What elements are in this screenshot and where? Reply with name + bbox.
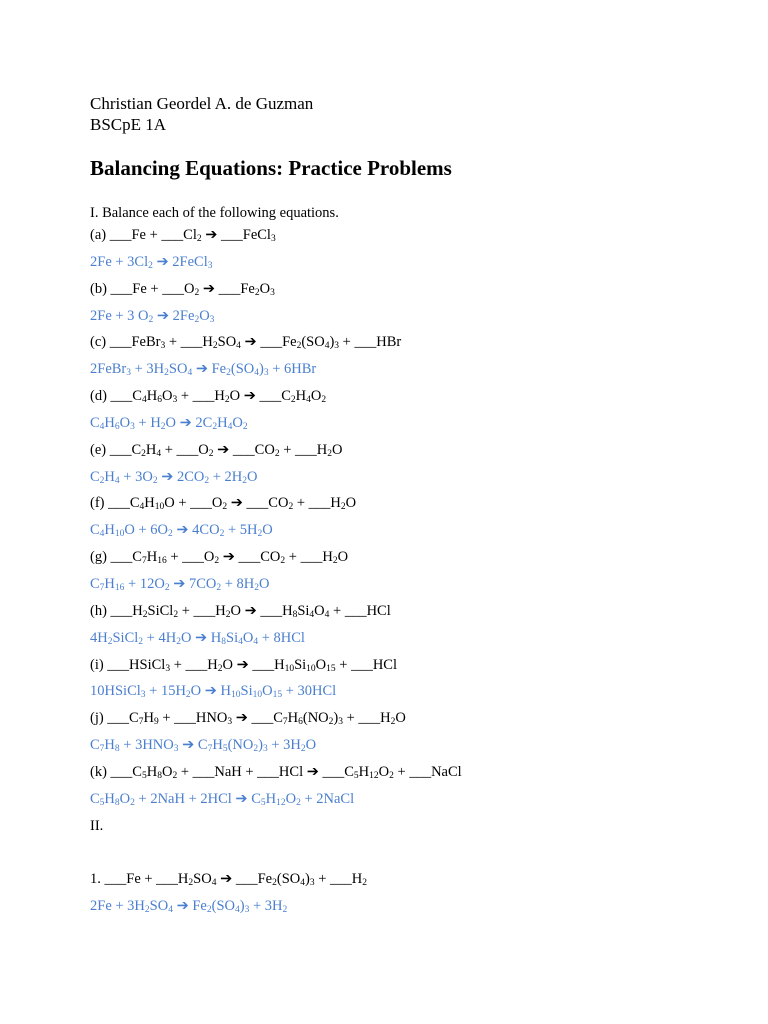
section-1-problem-list — [90, 222, 730, 813]
page-title: Balancing Equations: Practice Problems — [90, 156, 452, 180]
equation-answer: $C_2H_4 + 3O_2$ ➔ $2CO_2 + 2H_2O$ — [90, 468, 258, 486]
equation-answer: $C_4H_{10}O + 6O_2$ ➔ $4CO_2 + 5H_2O$ — [90, 522, 273, 540]
equation-problem: (f) $\_\_\_C_4H_{10}O$ + $\_\_\_O_2$ ➔ $\_\_\_CO_2$ + $\_\_\_H_2O$ — [90, 495, 357, 513]
equation-problem: (b) ___Fe + $\_\_\_O_2$ ➔ $\_\_\_Fe_2O_3$ — [90, 280, 275, 298]
equation-problem: (a) ___Fe + $\_\_\_Cl_2$ ➔ ___FeCl$_3$ — [90, 227, 276, 244]
equation-answer: $C_5H_8O_2 + 2NaH + 2HCl$ ➔ $C_5H_{12}O_2$ + 2NaCl — [90, 790, 355, 808]
equation-problem: (c) ___FeBr$_3$ + $\_\_\_H_2SO_4$ ➔ $\_\_\_Fe_2(SO_4)_3$ + ___HBr — [90, 334, 402, 352]
equation-answer: $C_4H_6O_3 + H_2O$ ➔ $2C_2H_4O_2$ — [90, 414, 248, 432]
equation-answer: 10HSiCl$_3$ + $15H_2O$ ➔ $H_{10}Si_{10}O_{15} + 30HCl$ — [90, 683, 337, 701]
section-spacer — [90, 839, 730, 866]
equation-problem: (j) $\_\_\_C_7H_9$ + $\_\_\_HNO_3$ ➔ $\_\_\_C_7H_6(NO_2)_3$ + $\_\_\_H_2O$ — [90, 710, 406, 728]
equation-answer: $2Fe + 3Cl_2$ ➔ 2FeCl$_3$ — [90, 253, 213, 271]
equation-answer: 2Fe + 3 $O_2$ ➔ $2Fe_2O_3$ — [90, 307, 215, 325]
section-2-heading: II. — [90, 817, 104, 834]
equation-answer: $C_7H_{16} + 12O_2$ ➔ $7CO_2 + 8H_2O$ — [90, 575, 270, 593]
equation-problem: (h) $\_\_\_H_2SiCl_2$ + $\_\_\_H_2O$ ➔ $\_\_\_H_8Si_4O_4$ + ___HCl — [90, 602, 391, 620]
equation-answer: 2FeBr$_3$ + $3H_2SO_4$ ➔ $Fe_2(SO_4)_3 + 6HBr$ — [90, 361, 317, 379]
section-1-instruction: I. Balance each of the following equations. — [90, 205, 339, 221]
section-2-problem-list — [90, 866, 730, 920]
equation-problem: (e) $\_\_\_C_2H_4$ + $\_\_\_O_2$ ➔ $\_\_\_CO_2$ + $\_\_\_H_2O$ — [90, 441, 343, 459]
course-code: BSCpE 1A — [90, 115, 167, 134]
equation-problem: 1. ___Fe + $\_\_\_H_2SO_4$ ➔ $\_\_\_Fe_2(SO_4)_3$ + $\_\_\_H_2$ — [90, 871, 367, 889]
equation-problem: (g) $\_\_\_C_7H_{16}$ + $\_\_\_O_2$ ➔ $\_\_\_CO_2$ + $\_\_\_H_2O$ — [90, 549, 349, 567]
equation-answer: $2Fe + 3H_2SO_4$ ➔ $Fe_2(SO_4)_3 + 3H_2$ — [90, 898, 288, 916]
equation-answer: $4H_2SiCl_2 + 4H_2O$ ➔ $H_8Si_4O_4 + 8HCl$ — [90, 629, 305, 647]
author-name: Christian Geordel A. de Guzman — [90, 94, 314, 113]
equation-problem: (i) ___HSiCl$_3$ + $\_\_\_H_2O$ ➔ $\_\_\_H_{10}Si_{10}O_{15}$ + ___HCl — [90, 656, 398, 674]
equation-answer: $C_7H_8 + 3HNO_3$ ➔ $C_7H_5(NO_2)_3 + 3H_2O$ — [90, 737, 317, 755]
equation-problem: (d) $\_\_\_C_4H_6O_3$ + $\_\_\_H_2O$ ➔ $\_\_\_C_2H_4O_2$ — [90, 388, 327, 406]
equation-problem: (k) $\_\_\_C_5H_8O_2$ + ___NaH + ___HCl ➔ $\_\_\_C_5H_{12}O_2$ + ___NaCl — [90, 763, 462, 781]
document-page — [90, 93, 730, 920]
